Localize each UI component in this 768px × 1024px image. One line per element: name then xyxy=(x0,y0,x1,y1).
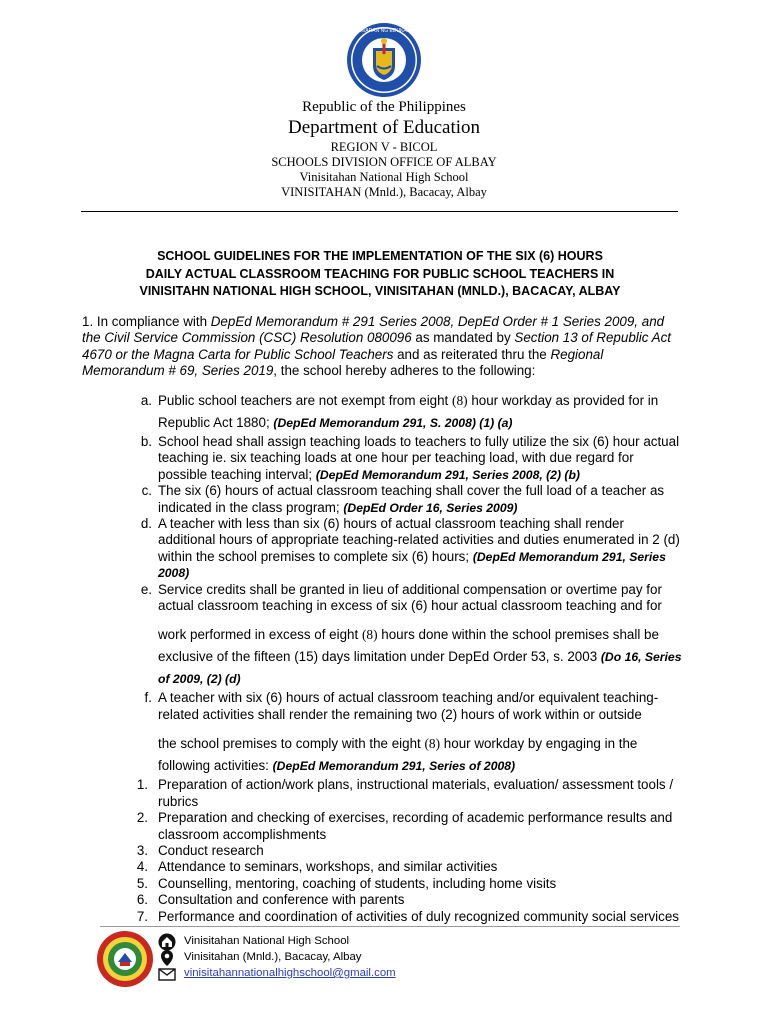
guidelines-list xyxy=(130,390,682,925)
activity-text: Consultation and conference with parents xyxy=(158,892,405,908)
item-text: hour workday as provided for in Republic Act 1880; xyxy=(158,393,659,430)
activity-marker: 7. xyxy=(136,908,148,924)
activity-marker: 3. xyxy=(136,842,148,858)
footer-school-name: Vinisitahan National High School xyxy=(184,935,350,947)
item-number: (8) xyxy=(452,393,468,408)
intro-text-2: as mandated by xyxy=(411,330,515,346)
item-marker: f. xyxy=(144,690,152,706)
item-text-continued xyxy=(158,624,682,690)
title-line-3: VINISITAHN NATIONAL HIGH SCHOOL, VINISITAHAN (MNLD.), BACACAY, ALBAY xyxy=(139,284,621,298)
footer-email-link[interactable]: vinisitahannationalhighschool@gmail.com xyxy=(184,967,396,979)
activity-text: Attendance to seminars, workshops, and similar activities xyxy=(158,859,498,875)
envelope-icon xyxy=(158,965,176,983)
item-text: the school premises to comply with the eight xyxy=(158,736,425,752)
division-line: SCHOOLS DIVISION OFFICE OF ALBAY xyxy=(271,155,497,169)
footer-address: Vinisitahan (Mnld.), Bacacay, Albay xyxy=(184,951,362,963)
intro-paragraph xyxy=(82,314,682,380)
activity-marker: 1. xyxy=(136,777,148,793)
item-text: The six (6) hours of actual classroom teaching shall cover the full load of a teacher as indicated in the class program; xyxy=(158,483,665,515)
activities-list xyxy=(130,777,682,925)
guideline-item-e xyxy=(130,582,682,691)
intro-text-4: , the school hereby adheres to the following: xyxy=(273,363,536,379)
address-line: VINISITAHAN (Mnld.), Bacacay, Albay xyxy=(281,185,487,199)
activity-item-4 xyxy=(130,859,682,875)
item-text: Service credits shall be granted in lieu of additional compensation or overtime pay for actual classroom teaching in excess of six (6) hour actual classroom teaching and for xyxy=(158,581,662,614)
activity-marker: 6. xyxy=(136,892,148,908)
activity-item-7 xyxy=(130,909,682,925)
intro-ref-3: Regional Memorandum # 69, Series 2019 xyxy=(82,346,604,379)
item-marker: e. xyxy=(140,581,152,597)
item-text-continued xyxy=(158,733,682,777)
item-number: (8) xyxy=(361,627,378,643)
item-marker: a. xyxy=(140,393,152,408)
guideline-item-d xyxy=(130,516,682,582)
activity-text: Performance and coordination of activities of duly recognized community social services xyxy=(158,908,679,924)
activity-item-2 xyxy=(130,810,682,843)
intro-ref-2: Section 13 of Republic Act 4670 or the Magna Carta for Public School Teachers xyxy=(82,330,671,362)
school-logo-icon xyxy=(96,930,154,988)
item-marker: d. xyxy=(140,516,152,532)
footer-divider xyxy=(100,926,680,927)
region-line: REGION V - BICOL xyxy=(330,140,438,154)
item-text: A teacher with less than six (6) hours of actual classroom teaching shall render additional hours of appropriate teaching-related activities and duties enumerated in 2 (d) within the school premises to complete six (6) hours; xyxy=(158,516,680,564)
activity-text: Conduct research xyxy=(158,842,264,858)
guideline-item-f xyxy=(130,690,682,777)
activity-item-5 xyxy=(130,876,682,892)
school-line: Vinisitahan National High School xyxy=(299,170,469,184)
item-text: hour workday by engaging in the following activities: xyxy=(158,736,638,774)
item-text: School head shall assign teaching loads to teachers to fully utilize the six (6) hour actual teaching ie. six teaching loads at one hour per teaching load, with due regard for possible teaching interval; xyxy=(158,434,680,482)
activity-marker: 2. xyxy=(136,810,148,826)
activity-marker: 4. xyxy=(136,859,148,875)
guideline-item-a xyxy=(130,390,682,434)
item-text: work performed in excess of eight xyxy=(158,627,362,643)
item-reference: (DepEd Memorandum 291, Series 2008) xyxy=(158,549,666,581)
item-marker: b. xyxy=(140,434,152,449)
item-reference: (Do 16, Series of 2009, (2) (d) xyxy=(158,650,682,687)
guideline-item-b xyxy=(130,434,682,483)
republic-line: Republic of the Philippines xyxy=(302,99,466,115)
department-name: Department of Education xyxy=(287,117,481,138)
deped-seal-icon xyxy=(346,22,422,98)
activity-item-3 xyxy=(130,843,682,859)
activity-text: Preparation of action/work plans, instructional materials, evaluation/ assessment tools / rubrics xyxy=(158,777,674,809)
intro-ref-1: DepEd Memorandum # 291 Series 2008, DepEd Order # 1 Series 2009, and the Civil Service Commission (CSC) Resolution 080096 xyxy=(82,314,665,346)
item-reference: (DepEd Memorandum 291, Series 2008, (2) (b) xyxy=(315,467,580,482)
item-number: (8) xyxy=(424,736,441,752)
activity-item-6 xyxy=(130,892,682,908)
guideline-item-c xyxy=(130,483,682,516)
item-text: Public school teachers are not exempt from eight xyxy=(158,393,452,408)
title-line-2: DAILY ACTUAL CLASSROOM TEACHING FOR PUBLIC SCHOOL TEACHERS IN xyxy=(145,266,615,281)
item-text: hours done within the school premises shall be exclusive of the fifteen (15) days limitation under DepEd Order 53, s. 2003 xyxy=(158,627,659,665)
item-text: A teacher with six (6) hours of actual classroom teaching and/or equivalent teaching-related activities shall render the remaining two (2) hours of work within or outside xyxy=(158,690,659,722)
intro-text-1: 1. In compliance with xyxy=(82,314,211,329)
item-reference: (DepEd Order 16, Series 2009) xyxy=(343,500,518,515)
svg-text:KAGAWARAN NG EDUKASYON: KAGAWARAN NG EDUKASYON xyxy=(347,28,421,34)
item-reference: (DepEd Memorandum 291, Series of 2008) xyxy=(272,759,516,774)
document-title xyxy=(80,248,680,301)
activity-text: Counselling, mentoring, coaching of students, including home visits xyxy=(158,875,557,891)
header-divider xyxy=(81,211,678,212)
activity-item-1 xyxy=(130,777,682,810)
activity-marker: 5. xyxy=(136,875,148,891)
item-marker: c. xyxy=(141,483,152,499)
title-line-1: SCHOOL GUIDELINES FOR THE IMPLEMENTATION OF THE SIX (6) HOURS xyxy=(157,249,603,263)
activity-text: Preparation and checking of exercises, recording of academic performance results and classroom accomplishments xyxy=(158,810,673,842)
item-reference: (DepEd Memorandum 291, S. 2008) (1) (a) xyxy=(273,416,513,430)
intro-text-3: and as reiterated thru the xyxy=(393,346,551,362)
